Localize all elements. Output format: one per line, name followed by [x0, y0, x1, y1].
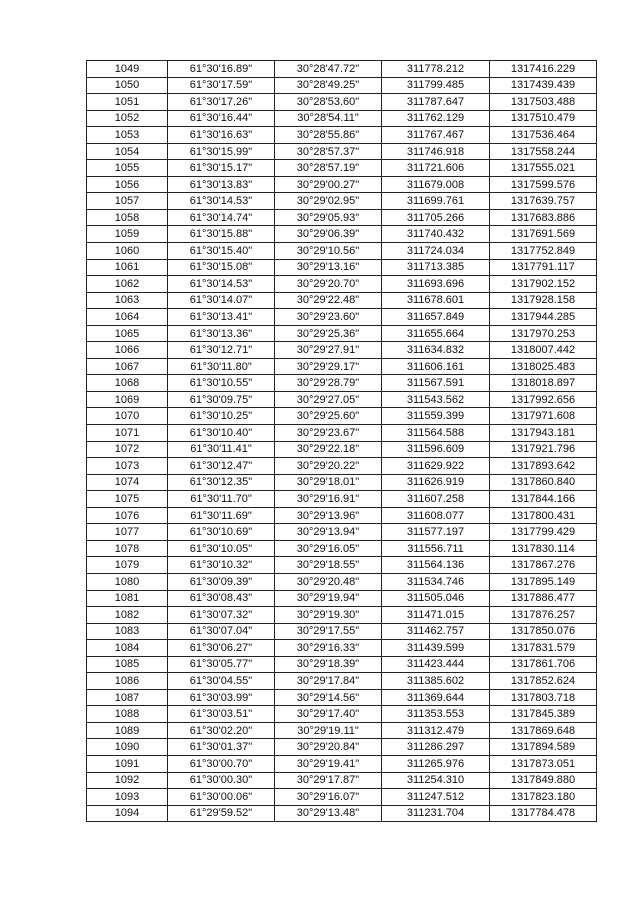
coord-x-cell: 311740.432 — [382, 226, 490, 243]
coord-y-cell: 1317683.886 — [490, 209, 597, 226]
longitude-cell: 30°28'54.11" — [275, 110, 382, 127]
latitude-cell: 61°30'12.71" — [168, 342, 275, 359]
point-number-cell: 1050 — [87, 77, 168, 94]
latitude-cell: 61°29'59.52" — [168, 805, 275, 822]
table-row — [87, 243, 597, 260]
table-row — [87, 94, 597, 111]
longitude-cell: 30°29'13.48" — [275, 805, 382, 822]
point-number-cell: 1073 — [87, 458, 168, 475]
longitude-cell: 30°29'19.11" — [275, 722, 382, 739]
coord-x-cell: 311787.647 — [382, 94, 490, 111]
latitude-cell: 61°30'02.20" — [168, 722, 275, 739]
coord-x-cell: 311679.008 — [382, 176, 490, 193]
coord-y-cell: 1317869.648 — [490, 722, 597, 739]
longitude-cell: 30°29'19.94" — [275, 590, 382, 607]
point-number-cell: 1089 — [87, 722, 168, 739]
longitude-cell: 30°28'53.60" — [275, 94, 382, 111]
longitude-cell: 30°28'55.86" — [275, 127, 382, 144]
point-number-cell: 1049 — [87, 61, 168, 78]
latitude-cell: 61°30'14.74" — [168, 209, 275, 226]
coord-x-cell: 311505.046 — [382, 590, 490, 607]
coord-y-cell: 1317831.579 — [490, 640, 597, 657]
point-number-cell: 1061 — [87, 259, 168, 276]
point-number-cell: 1067 — [87, 358, 168, 375]
latitude-cell: 61°30'11.80" — [168, 358, 275, 375]
point-number-cell: 1072 — [87, 441, 168, 458]
longitude-cell: 30°29'05.93" — [275, 209, 382, 226]
coord-x-cell: 311423.444 — [382, 656, 490, 673]
coord-y-cell: 1317803.718 — [490, 689, 597, 706]
coord-x-cell: 311559.399 — [382, 408, 490, 425]
point-number-cell: 1059 — [87, 226, 168, 243]
coord-y-cell: 1317850.076 — [490, 623, 597, 640]
coord-x-cell: 311746.918 — [382, 143, 490, 160]
table-row — [87, 358, 597, 375]
longitude-cell: 30°28'47.72" — [275, 61, 382, 78]
coord-x-cell: 311799.485 — [382, 77, 490, 94]
longitude-cell: 30°29'25.36" — [275, 325, 382, 342]
latitude-cell: 61°30'14.53" — [168, 193, 275, 210]
latitude-cell: 61°30'17.26" — [168, 94, 275, 111]
longitude-cell: 30°29'17.87" — [275, 772, 382, 789]
coord-x-cell: 311762.129 — [382, 110, 490, 127]
longitude-cell: 30°29'19.30" — [275, 607, 382, 624]
coord-y-cell: 1317992.656 — [490, 391, 597, 408]
longitude-cell: 30°29'17.40" — [275, 706, 382, 723]
coord-x-cell: 311564.136 — [382, 557, 490, 574]
table-row — [87, 557, 597, 574]
point-number-cell: 1076 — [87, 507, 168, 524]
coord-y-cell: 1317800.431 — [490, 507, 597, 524]
coord-y-cell: 1317852.624 — [490, 673, 597, 690]
table-row — [87, 309, 597, 326]
longitude-cell: 30°29'20.22" — [275, 458, 382, 475]
latitude-cell: 61°30'11.70" — [168, 491, 275, 508]
table-row — [87, 706, 597, 723]
point-number-cell: 1088 — [87, 706, 168, 723]
table-row — [87, 656, 597, 673]
coord-y-cell: 1317860.840 — [490, 474, 597, 491]
point-number-cell: 1064 — [87, 309, 168, 326]
table-row — [87, 474, 597, 491]
coord-x-cell: 311629.922 — [382, 458, 490, 475]
coord-x-cell: 311265.976 — [382, 755, 490, 772]
coord-x-cell: 311254.310 — [382, 772, 490, 789]
latitude-cell: 61°30'12.47" — [168, 458, 275, 475]
coord-y-cell: 1317873.051 — [490, 755, 597, 772]
table-row — [87, 127, 597, 144]
longitude-cell: 30°29'10.56" — [275, 243, 382, 260]
point-number-cell: 1069 — [87, 391, 168, 408]
latitude-cell: 61°30'07.04" — [168, 623, 275, 640]
table-row — [87, 673, 597, 690]
coord-x-cell: 311567.591 — [382, 375, 490, 392]
longitude-cell: 30°29'13.96" — [275, 507, 382, 524]
table-row — [87, 408, 597, 425]
table-row — [87, 276, 597, 293]
latitude-cell: 61°30'09.75" — [168, 391, 275, 408]
latitude-cell: 61°30'16.89" — [168, 61, 275, 78]
table-row — [87, 772, 597, 789]
table-row — [87, 524, 597, 541]
table-row — [87, 110, 597, 127]
point-number-cell: 1052 — [87, 110, 168, 127]
coord-x-cell: 311678.601 — [382, 292, 490, 309]
latitude-cell: 61°30'13.83" — [168, 176, 275, 193]
longitude-cell: 30°29'02.95" — [275, 193, 382, 210]
point-number-cell: 1087 — [87, 689, 168, 706]
longitude-cell: 30°29'20.48" — [275, 573, 382, 590]
longitude-cell: 30°29'16.33" — [275, 640, 382, 657]
coordinates-table-body — [87, 61, 597, 822]
latitude-cell: 61°30'04.55" — [168, 673, 275, 690]
coord-y-cell: 1317510.479 — [490, 110, 597, 127]
table-row — [87, 391, 597, 408]
point-number-cell: 1070 — [87, 408, 168, 425]
point-number-cell: 1093 — [87, 789, 168, 806]
coord-y-cell: 1317886.477 — [490, 590, 597, 607]
coord-y-cell: 1317830.114 — [490, 540, 597, 557]
coord-y-cell: 1317844.166 — [490, 491, 597, 508]
longitude-cell: 30°29'20.70" — [275, 276, 382, 293]
coord-y-cell: 1317639.757 — [490, 193, 597, 210]
longitude-cell: 30°29'06.39" — [275, 226, 382, 243]
longitude-cell: 30°29'16.05" — [275, 540, 382, 557]
point-number-cell: 1053 — [87, 127, 168, 144]
longitude-cell: 30°29'22.48" — [275, 292, 382, 309]
coord-y-cell: 1317752.849 — [490, 243, 597, 260]
latitude-cell: 61°30'13.41" — [168, 309, 275, 326]
point-number-cell: 1075 — [87, 491, 168, 508]
point-number-cell: 1086 — [87, 673, 168, 690]
point-number-cell: 1090 — [87, 739, 168, 756]
latitude-cell: 61°30'15.88" — [168, 226, 275, 243]
point-number-cell: 1071 — [87, 425, 168, 442]
point-number-cell: 1058 — [87, 209, 168, 226]
coord-y-cell: 1317416.229 — [490, 61, 597, 78]
table-row — [87, 805, 597, 822]
latitude-cell: 61°30'11.41" — [168, 441, 275, 458]
coord-x-cell: 311606.161 — [382, 358, 490, 375]
latitude-cell: 61°30'00.30" — [168, 772, 275, 789]
coord-x-cell: 311608.077 — [382, 507, 490, 524]
latitude-cell: 61°30'03.51" — [168, 706, 275, 723]
table-row — [87, 160, 597, 177]
point-number-cell: 1065 — [87, 325, 168, 342]
latitude-cell: 61°30'15.08" — [168, 259, 275, 276]
coord-y-cell: 1317895.149 — [490, 573, 597, 590]
point-number-cell: 1066 — [87, 342, 168, 359]
coord-y-cell: 1317971.608 — [490, 408, 597, 425]
coordinates-table — [86, 60, 597, 822]
point-number-cell: 1056 — [87, 176, 168, 193]
longitude-cell: 30°29'13.16" — [275, 259, 382, 276]
table-row — [87, 193, 597, 210]
table-row — [87, 507, 597, 524]
latitude-cell: 61°30'17.59" — [168, 77, 275, 94]
latitude-cell: 61°30'16.44" — [168, 110, 275, 127]
coord-y-cell: 1317894.589 — [490, 739, 597, 756]
coord-y-cell: 1318025.483 — [490, 358, 597, 375]
coord-x-cell: 311247.512 — [382, 789, 490, 806]
point-number-cell: 1085 — [87, 656, 168, 673]
table-row — [87, 540, 597, 557]
coord-x-cell: 311657.849 — [382, 309, 490, 326]
coord-x-cell: 311556.711 — [382, 540, 490, 557]
longitude-cell: 30°29'27.91" — [275, 342, 382, 359]
coord-x-cell: 311626.919 — [382, 474, 490, 491]
table-row — [87, 458, 597, 475]
point-number-cell: 1068 — [87, 375, 168, 392]
point-number-cell: 1051 — [87, 94, 168, 111]
table-row — [87, 722, 597, 739]
coord-x-cell: 311462.757 — [382, 623, 490, 640]
coord-x-cell: 311543.562 — [382, 391, 490, 408]
point-number-cell: 1074 — [87, 474, 168, 491]
coord-y-cell: 1317558.244 — [490, 143, 597, 160]
coord-x-cell: 311699.761 — [382, 193, 490, 210]
point-number-cell: 1062 — [87, 276, 168, 293]
coord-x-cell: 311778.212 — [382, 61, 490, 78]
point-number-cell: 1060 — [87, 243, 168, 260]
latitude-cell: 61°30'16.63" — [168, 127, 275, 144]
point-number-cell: 1079 — [87, 557, 168, 574]
coord-x-cell: 311705.266 — [382, 209, 490, 226]
longitude-cell: 30°29'16.07" — [275, 789, 382, 806]
longitude-cell: 30°29'28.79" — [275, 375, 382, 392]
latitude-cell: 61°30'03.99" — [168, 689, 275, 706]
point-number-cell: 1081 — [87, 590, 168, 607]
table-row — [87, 640, 597, 657]
coord-x-cell: 311596.609 — [382, 441, 490, 458]
coord-x-cell: 311564.588 — [382, 425, 490, 442]
latitude-cell: 61°30'10.32" — [168, 557, 275, 574]
table-row — [87, 342, 597, 359]
coord-y-cell: 1318007.442 — [490, 342, 597, 359]
longitude-cell: 30°29'29.17" — [275, 358, 382, 375]
table-row — [87, 61, 597, 78]
coord-y-cell: 1317555.021 — [490, 160, 597, 177]
table-row — [87, 739, 597, 756]
latitude-cell: 61°30'14.07" — [168, 292, 275, 309]
latitude-cell: 61°30'09.39" — [168, 573, 275, 590]
point-number-cell: 1078 — [87, 540, 168, 557]
coord-y-cell: 1317823.180 — [490, 789, 597, 806]
coord-x-cell: 311231.704 — [382, 805, 490, 822]
point-number-cell: 1063 — [87, 292, 168, 309]
table-row — [87, 325, 597, 342]
coord-x-cell: 311607.258 — [382, 491, 490, 508]
longitude-cell: 30°29'18.01" — [275, 474, 382, 491]
latitude-cell: 61°30'11.69" — [168, 507, 275, 524]
longitude-cell: 30°28'57.19" — [275, 160, 382, 177]
coord-y-cell: 1317861.706 — [490, 656, 597, 673]
latitude-cell: 61°30'10.05" — [168, 540, 275, 557]
coord-x-cell: 311721.606 — [382, 160, 490, 177]
coord-y-cell: 1317845.389 — [490, 706, 597, 723]
coord-x-cell: 311655.664 — [382, 325, 490, 342]
table-row — [87, 425, 597, 442]
coord-y-cell: 1317902.152 — [490, 276, 597, 293]
longitude-cell: 30°29'14.56" — [275, 689, 382, 706]
point-number-cell: 1091 — [87, 755, 168, 772]
table-row — [87, 623, 597, 640]
coord-x-cell: 311767.467 — [382, 127, 490, 144]
longitude-cell: 30°29'22.18" — [275, 441, 382, 458]
coord-y-cell: 1317921.796 — [490, 441, 597, 458]
coord-x-cell: 311471.015 — [382, 607, 490, 624]
longitude-cell: 30°29'19.41" — [275, 755, 382, 772]
latitude-cell: 61°30'12.35" — [168, 474, 275, 491]
longitude-cell: 30°29'00.27" — [275, 176, 382, 193]
longitude-cell: 30°29'27.05" — [275, 391, 382, 408]
point-number-cell: 1057 — [87, 193, 168, 210]
coord-x-cell: 311439.599 — [382, 640, 490, 657]
coord-y-cell: 1317503.488 — [490, 94, 597, 111]
latitude-cell: 61°30'10.55" — [168, 375, 275, 392]
latitude-cell: 61°30'06.27" — [168, 640, 275, 657]
table-row — [87, 607, 597, 624]
latitude-cell: 61°30'07.32" — [168, 607, 275, 624]
table-row — [87, 789, 597, 806]
longitude-cell: 30°29'23.67" — [275, 425, 382, 442]
latitude-cell: 61°30'10.69" — [168, 524, 275, 541]
longitude-cell: 30°29'18.55" — [275, 557, 382, 574]
table-row — [87, 441, 597, 458]
coord-y-cell: 1317784.478 — [490, 805, 597, 822]
point-number-cell: 1083 — [87, 623, 168, 640]
latitude-cell: 61°30'00.70" — [168, 755, 275, 772]
longitude-cell: 30°29'18.39" — [275, 656, 382, 673]
point-number-cell: 1082 — [87, 607, 168, 624]
coord-x-cell: 311385.602 — [382, 673, 490, 690]
coord-y-cell: 1317943.181 — [490, 425, 597, 442]
coord-x-cell: 311534.746 — [382, 573, 490, 590]
latitude-cell: 61°30'13.36" — [168, 325, 275, 342]
table-row — [87, 226, 597, 243]
longitude-cell: 30°29'16.91" — [275, 491, 382, 508]
point-number-cell: 1055 — [87, 160, 168, 177]
longitude-cell: 30°29'13.94" — [275, 524, 382, 541]
coord-x-cell: 311577.197 — [382, 524, 490, 541]
longitude-cell: 30°29'17.55" — [275, 623, 382, 640]
point-number-cell: 1054 — [87, 143, 168, 160]
longitude-cell: 30°29'20.84" — [275, 739, 382, 756]
latitude-cell: 61°30'01.37" — [168, 739, 275, 756]
coord-y-cell: 1317791.117 — [490, 259, 597, 276]
coord-x-cell: 311353.553 — [382, 706, 490, 723]
coord-y-cell: 1317799.429 — [490, 524, 597, 541]
table-row — [87, 491, 597, 508]
table-row — [87, 375, 597, 392]
coord-y-cell: 1317876.257 — [490, 607, 597, 624]
coord-y-cell: 1317928.158 — [490, 292, 597, 309]
coord-y-cell: 1317944.285 — [490, 309, 597, 326]
coord-y-cell: 1317599.576 — [490, 176, 597, 193]
latitude-cell: 61°30'10.40" — [168, 425, 275, 442]
table-row — [87, 143, 597, 160]
latitude-cell: 61°30'08.43" — [168, 590, 275, 607]
latitude-cell: 61°30'14.53" — [168, 276, 275, 293]
latitude-cell: 61°30'15.17" — [168, 160, 275, 177]
coord-x-cell: 311312.479 — [382, 722, 490, 739]
table-row — [87, 292, 597, 309]
coord-y-cell: 1317536.464 — [490, 127, 597, 144]
table-row — [87, 209, 597, 226]
longitude-cell: 30°29'17.84" — [275, 673, 382, 690]
coord-y-cell: 1318018.897 — [490, 375, 597, 392]
longitude-cell: 30°28'57.37" — [275, 143, 382, 160]
longitude-cell: 30°29'23.60" — [275, 309, 382, 326]
coord-y-cell: 1317691.569 — [490, 226, 597, 243]
latitude-cell: 61°30'00.06" — [168, 789, 275, 806]
coord-x-cell: 311634.832 — [382, 342, 490, 359]
table-row — [87, 573, 597, 590]
coord-y-cell: 1317893.642 — [490, 458, 597, 475]
coord-x-cell: 311369.644 — [382, 689, 490, 706]
table-row — [87, 755, 597, 772]
coord-x-cell: 311693.696 — [382, 276, 490, 293]
table-row — [87, 689, 597, 706]
table-row — [87, 259, 597, 276]
coord-x-cell: 311713.385 — [382, 259, 490, 276]
table-row — [87, 176, 597, 193]
point-number-cell: 1092 — [87, 772, 168, 789]
latitude-cell: 61°30'15.99" — [168, 143, 275, 160]
point-number-cell: 1080 — [87, 573, 168, 590]
coord-x-cell: 311724.034 — [382, 243, 490, 260]
coord-y-cell: 1317867.276 — [490, 557, 597, 574]
latitude-cell: 61°30'05.77" — [168, 656, 275, 673]
latitude-cell: 61°30'15.40" — [168, 243, 275, 260]
point-number-cell: 1077 — [87, 524, 168, 541]
point-number-cell: 1084 — [87, 640, 168, 657]
longitude-cell: 30°28'49.25" — [275, 77, 382, 94]
table-row — [87, 590, 597, 607]
latitude-cell: 61°30'10.25" — [168, 408, 275, 425]
point-number-cell: 1094 — [87, 805, 168, 822]
coord-y-cell: 1317439.439 — [490, 77, 597, 94]
coord-y-cell: 1317849.880 — [490, 772, 597, 789]
coord-x-cell: 311286.297 — [382, 739, 490, 756]
coord-y-cell: 1317970.253 — [490, 325, 597, 342]
longitude-cell: 30°29'25.60" — [275, 408, 382, 425]
table-row — [87, 77, 597, 94]
